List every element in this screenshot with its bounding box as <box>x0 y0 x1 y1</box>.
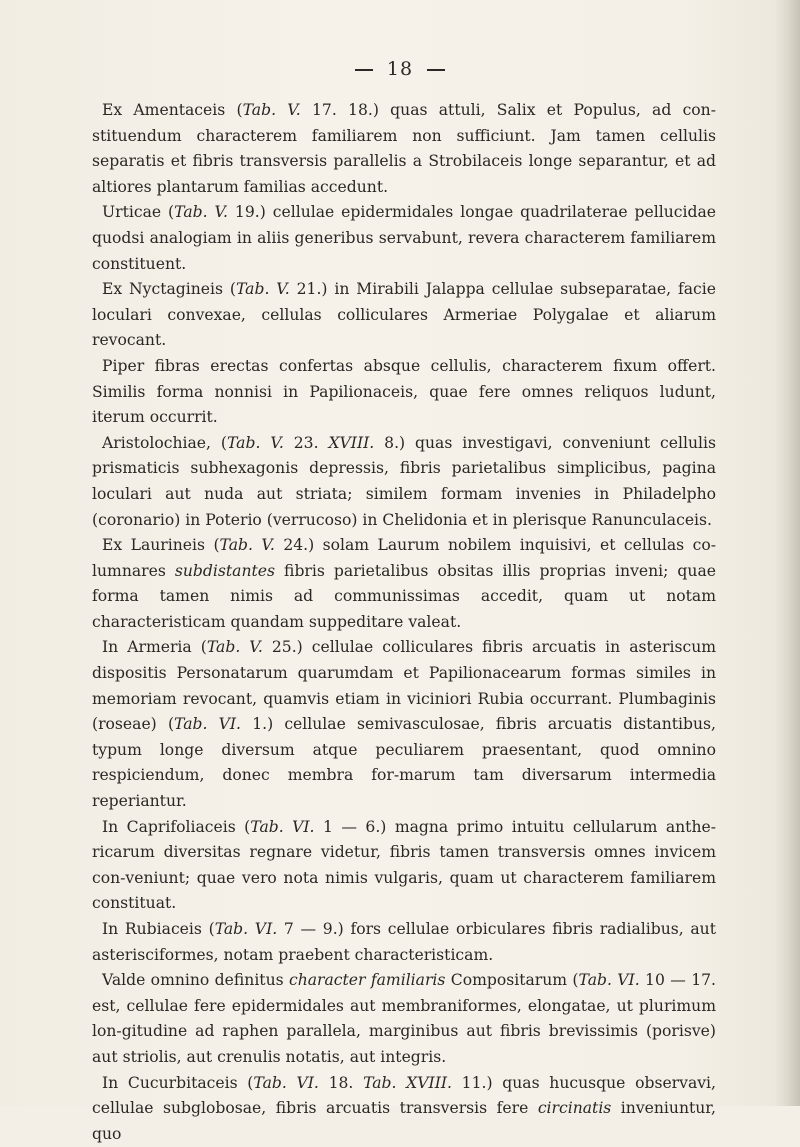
italic-text: Tab. XVIII. <box>363 1073 452 1092</box>
text-run: Piper fibras erectas confertas absque cellulis, characterem fixum offert. Similis forma nonnisi in Papilionaceis, quae fere omnes reliquos ludunt, iterum occurrit. <box>92 356 716 427</box>
text-run: 8.) quas investigavi, conveniunt cellulis prismaticis subhexagonis depressis, fibris parietalibus simplicibus, pagina loculari aut nuda aut striata; similem formam invenies in Philadelpho (coronario) in Poterio (verrucoso) in Chelidonia et in plerisque Ranunculaceis. <box>92 433 716 529</box>
italic-text: Tab. V. <box>235 280 290 299</box>
paragraph <box>92 533 716 635</box>
paragraph <box>92 917 716 968</box>
italic-text: Tab. VI. <box>250 817 315 836</box>
header-dash-left <box>355 69 373 71</box>
paragraph <box>92 354 716 431</box>
paragraph <box>92 98 716 200</box>
paragraph <box>92 200 716 277</box>
text-run: Valde omnino definitus <box>102 971 289 990</box>
italic-text: Tab. V. <box>219 536 275 555</box>
text-run: 21.) in Mirabili Jalappa cellulae subseparatae, facie loculari convexae, cellulas colliculares Armeriae Polygalae et aliarum revocant. <box>92 280 716 350</box>
text-run: 1.) cellulae semivasculosae, fibris arcuatis distantibus, typum longe diversum atque peculiarem praesentant, quod omnino respiciendum, donec membra for-marum tam diversarum intermedia reperiantur. <box>92 715 716 811</box>
italic-text: character familiaris <box>288 971 446 990</box>
page-edge-shadow <box>774 0 800 1106</box>
text-run: inveniuntur, quo <box>92 1099 716 1143</box>
text-run: In Caprifoliaceis ( <box>102 817 251 836</box>
header-dash-right <box>427 69 445 71</box>
paragraph <box>92 431 716 533</box>
text-run: 25.) cellulae colliculares fibris arcuatis in asteriscum dispositis Personatarum quarumdam et Papilionacearum formas similes in memoriam revocant, quamvis etiam in viciniori Rubia occurrant. Plumbaginis (roseae) ( <box>92 638 717 734</box>
italic-text: Tab. VI. <box>578 971 640 990</box>
text-run: In Armeria ( <box>102 638 207 657</box>
italic-text: Tab. VI. <box>174 715 242 734</box>
text-run: Ex Amentaceis ( <box>102 101 243 119</box>
text-run: 17. 18.) quas attuli, Salix et Populus, ad con-stituendum characterem familiarem non sufficiunt. Jam tamen cellulis separatis et fibris transversis parallelis a Strobilaceis longe separantur, et ad altiores plantarum familias accedunt. <box>92 101 716 196</box>
text-run: Aristolochiae, ( <box>102 433 227 452</box>
italic-text: subdistantes <box>174 561 275 580</box>
paragraph <box>92 635 716 814</box>
body-text <box>92 98 716 1147</box>
text-run: 24.) solam Laurum nobilem inquisivi, et cellulas co-lumnares <box>92 536 717 580</box>
paragraph <box>92 968 716 1070</box>
text-run: In Rubiaceis ( <box>102 920 215 938</box>
text-run: 1 — 6.) magna primo intuitu cellularum anthe-ricarum diversitas regnare videtur, fibris tamen transversis omnes invicem con-veniunt; quae vero nota nimis vulgaris, quam ut characterem familiarem constituat. <box>92 817 716 913</box>
page-header <box>0 58 800 80</box>
italic-text: Tab. VI. <box>253 1073 319 1092</box>
italic-text: Tab. V. <box>226 433 284 452</box>
italic-text: Tab. V. <box>242 101 301 119</box>
italic-text: circinatis <box>537 1099 612 1118</box>
text-run: 18. <box>318 1073 364 1092</box>
text-run: 7 — 9.) fors cellulae orbiculares fibris radialibus, aut asterisciformes, notam praebent characteristicam. <box>92 920 716 964</box>
text-run: Urticae ( <box>102 203 175 222</box>
text-run: Compositarum ( <box>445 971 579 990</box>
italic-text: Tab. VI. <box>214 920 278 938</box>
paragraph <box>92 1071 716 1147</box>
italic-text: XVIII. <box>328 433 375 452</box>
italic-text: Tab. V. <box>174 203 228 222</box>
paragraph <box>92 815 716 917</box>
text-run: 23. <box>283 433 329 452</box>
text-run: fibris parietalibus obsitas illis proprias inveni; quae forma tamen nimis ad communissimas accedit, quam ut notam characteristicam quandam suppeditare valeat. <box>92 561 716 631</box>
paragraph <box>92 277 716 354</box>
text-run: Ex Nyctagineis ( <box>102 280 236 299</box>
text-run: 10 — 17. est, cellulae fere epidermidales aut membraniformes, elongatae, ut plurimum lon-gitudine ad raphen parallela, marginibus aut fibris brevissimis (porisve) aut striolis, aut crenulis notatis, aut integris. <box>92 971 716 1066</box>
text-run: In Cucurbitaceis ( <box>102 1073 254 1092</box>
text-run: 19.) cellulae epidermidales longae quadrilaterae pellucidae quodsi analogiam in aliis generibus servabunt, revera characterem familiarem constituent. <box>92 203 717 273</box>
italic-text: Tab. V. <box>206 638 263 657</box>
page-number: 18 <box>386 58 414 80</box>
text-run: 11.) quas hucusque observavi, cellulae subglobosae, fibris arcuatis transversis fere <box>92 1073 716 1118</box>
text-run: Ex Laurineis ( <box>102 536 220 555</box>
